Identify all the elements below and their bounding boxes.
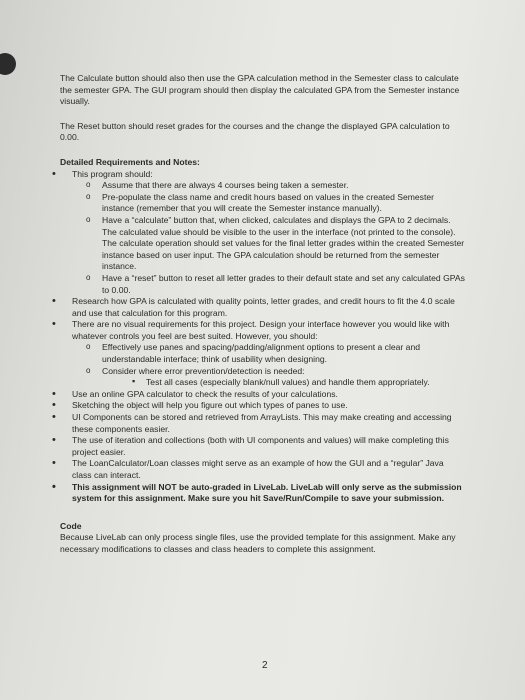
list-item-text: This program should:: [72, 168, 153, 179]
requirements-heading: Detailed Requirements and Notes:: [60, 156, 200, 167]
list-item: • Research how GPA is calculated with quality points, letter grades, and credit hours to fit the 4.0 scale and use that calculation for this program.: [60, 296, 465, 319]
paragraph-calculate: The Calculate button should also then use the GPA calculation method in the Semester class to calculate the semester GPA. The GUI program should then display the calculated GPA from the Semester instance visually.: [60, 73, 460, 107]
sub-list-item: o Have a “calculate” button that, when clicked, calculates and displays the GPA to 2 decimals. The calculated value should be visible to the user in the interface (not printed to the console). The calculate operation should set values for the final letter grades within the created Semester instance based on user input. The GPA calculation should be returned from the semester instance.: [72, 215, 465, 273]
sub-list: [72, 180, 465, 296]
sub-sub-list-item: ▪ Test all cases (especially blank/null values) and handle them appropriately.: [102, 377, 465, 389]
sub-list-item: o Assume that there are always 4 courses being taken a semester.: [72, 180, 465, 192]
list-item: • Sketching the object will help you figure out which types of panes to use.: [60, 400, 465, 412]
sub-list-item: o Have a “reset” button to reset all letter grades to their default state and set any calculated GPAs to 0.00.: [72, 273, 465, 296]
paragraph-reset: The Reset button should reset grades for the courses and the change the displayed GPA calculation to 0.00.: [60, 120, 450, 143]
list-item-text: There are no visual requirements for this project. Design your interface however you would like with whatever controls you feel are best suited. However, you should:: [72, 319, 450, 341]
requirements-list: [60, 169, 465, 505]
sub-sub-list: [102, 377, 465, 389]
list-item-bold: • This assignment will NOT be auto-graded in LiveLab. LiveLab will only serve as the submission system for this assignment. Make sure you hit Save/Run/Compile to save your submission.: [60, 482, 465, 505]
list-item: • The use of iteration and collections (both with UI components and values) will make completing this project easier.: [60, 435, 465, 458]
sub-list: [72, 342, 465, 388]
list-item: [60, 169, 465, 297]
binder-hole: [0, 53, 16, 75]
document-page: [60, 73, 465, 556]
sub-list-item: o Pre-populate the class name and credit hours based on values in the created Semester instance (remember that you will create the Semester instance manually).: [72, 192, 465, 215]
code-paragraph: Because LiveLab can only process single files, use the provided template for this assignment. Make any necessary modifications to classes and class headers to complete this assignment.: [60, 532, 456, 554]
list-item: • Use an online GPA calculator to check the results of your calculations.: [60, 389, 465, 401]
sub-list-item: [72, 366, 465, 389]
sub-list-item-text: Consider where error prevention/detection is needed:: [102, 365, 305, 376]
list-item: [60, 319, 465, 389]
code-heading: Code: [60, 520, 82, 531]
list-item: • The LoanCalculator/Loan classes might serve as an example of how the GUI and a “regular” Java class can interact.: [60, 458, 465, 481]
sub-list-item: o Effectively use panes and spacing/padding/alignment options to present a clear and understandable interface; think of usability when designing.: [72, 342, 465, 365]
page-number: 2: [262, 660, 268, 671]
list-item: • UI Components can be stored and retrieved from ArrayLists. This may make creating and accessing these components easier.: [60, 412, 465, 435]
